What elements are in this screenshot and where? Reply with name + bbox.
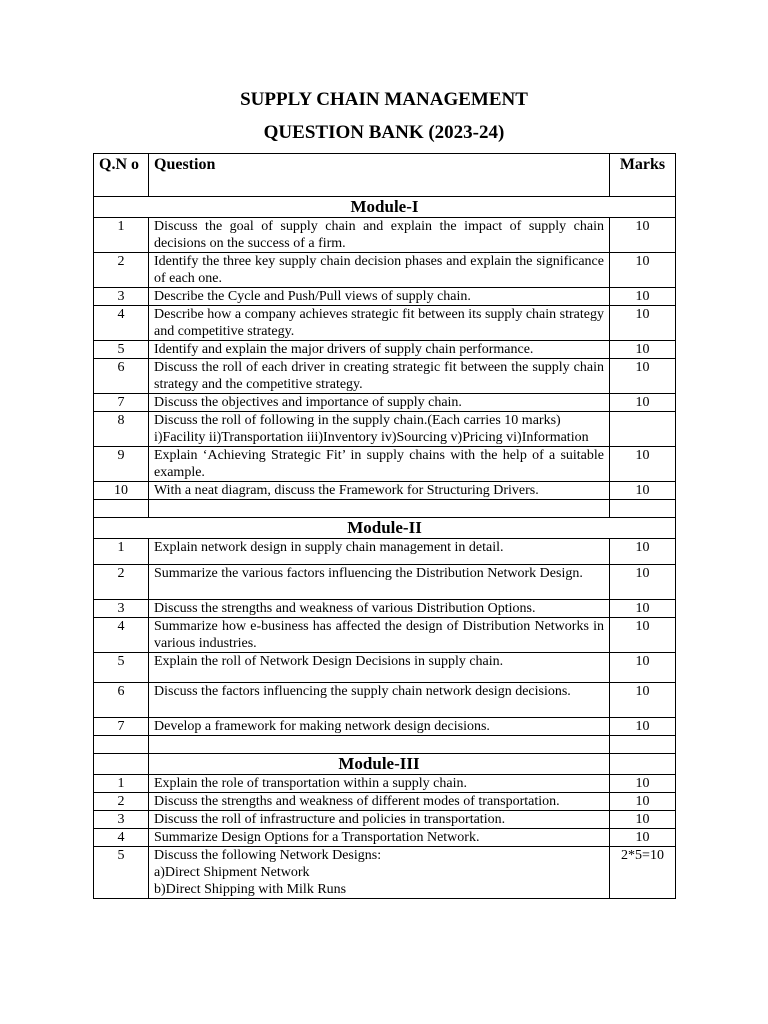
- question-cell: [149, 600, 610, 618]
- question-cell: [149, 829, 610, 847]
- question-cell: [149, 447, 610, 482]
- page-title: SUPPLY CHAIN MANAGEMENT: [240, 89, 528, 110]
- blank-cell: [149, 500, 610, 518]
- question-number: 4: [94, 618, 149, 653]
- module-title: Module-III: [149, 754, 610, 775]
- module-title: Module-I: [94, 197, 676, 218]
- question-number: 2: [94, 565, 149, 600]
- question-row: [94, 447, 676, 482]
- question-text: Summarize how e-business has affected the design of Distribution Networks in various industries.: [154, 619, 604, 651]
- question-text: With a neat diagram, discuss the Framework for Structuring Drivers.: [154, 483, 539, 498]
- question-number: 3: [94, 811, 149, 829]
- question-marks: 10: [610, 775, 676, 793]
- question-number: 5: [94, 653, 149, 683]
- question-text: Explain network design in supply chain management in detail.: [154, 540, 504, 555]
- question-number: 1: [94, 775, 149, 793]
- question-row: [94, 775, 676, 793]
- question-marks: 10: [610, 539, 676, 565]
- question-marks: 10: [610, 394, 676, 412]
- question-number: 2: [94, 253, 149, 288]
- question-number: 3: [94, 600, 149, 618]
- question-marks: 10: [610, 653, 676, 683]
- question-row: [94, 811, 676, 829]
- blank-cell: [94, 500, 149, 518]
- question-cell: [149, 253, 610, 288]
- question-row: [94, 539, 676, 565]
- question-cell: [149, 847, 610, 899]
- blank-cell: [610, 500, 676, 518]
- module-header-row: [94, 197, 676, 218]
- header-marks: Marks: [610, 154, 676, 197]
- separator-row: [94, 736, 676, 754]
- blank-cell: [149, 736, 610, 754]
- question-marks: 10: [610, 288, 676, 306]
- question-row: [94, 829, 676, 847]
- question-row: [94, 793, 676, 811]
- blank-cell: [94, 736, 149, 754]
- question-text: Explain the roll of Network Design Decisions in supply chain.: [154, 654, 504, 669]
- page-subtitle: QUESTION BANK (2023-24): [263, 122, 505, 143]
- question-number: 6: [94, 359, 149, 394]
- module-header-spacer: [94, 754, 149, 775]
- question-number: 8: [94, 412, 149, 447]
- question-number: 7: [94, 394, 149, 412]
- table-header-row: [94, 154, 676, 197]
- question-text: Develop a framework for making network design decisions.: [154, 719, 490, 734]
- question-row: [94, 306, 676, 341]
- question-text: Describe how a company achieves strategic fit between its supply chain strategy and competitive strategy.: [154, 307, 604, 339]
- question-row: [94, 565, 676, 600]
- question-cell: [149, 394, 610, 412]
- module-header-row: [94, 754, 676, 775]
- question-text: Summarize the various factors influencing the Distribution Network Design.: [154, 566, 583, 581]
- header-question: Question: [149, 154, 610, 197]
- question-number: 5: [94, 847, 149, 899]
- module-header-spacer: [610, 754, 676, 775]
- question-cell: [149, 775, 610, 793]
- question-number: 4: [94, 306, 149, 341]
- question-number: 3: [94, 288, 149, 306]
- question-cell: [149, 218, 610, 253]
- question-row: [94, 359, 676, 394]
- question-table-body: [94, 154, 676, 899]
- question-marks: 10: [610, 793, 676, 811]
- question-number: 2: [94, 793, 149, 811]
- question-cell: [149, 341, 610, 359]
- question-text: Discuss the roll of following in the supply chain.(Each carries 10 marks): [154, 413, 561, 428]
- question-marks: 10: [610, 618, 676, 653]
- module-title: Module-II: [94, 518, 676, 539]
- question-marks: 10: [610, 253, 676, 288]
- question-cell: [149, 306, 610, 341]
- separator-row: [94, 500, 676, 518]
- question-row: [94, 718, 676, 736]
- blank-cell: [610, 736, 676, 754]
- question-text: Discuss the strengths and weakness of different modes of transportation.: [154, 794, 560, 809]
- question-marks: 10: [610, 600, 676, 618]
- question-cell: [149, 683, 610, 718]
- header-qno: Q.N o: [94, 154, 149, 197]
- question-marks: 10: [610, 718, 676, 736]
- question-text: Explain the role of transportation within a supply chain.: [154, 776, 467, 791]
- question-text: Summarize Design Options for a Transportation Network.: [154, 830, 480, 845]
- question-marks: 10: [610, 565, 676, 600]
- question-number: 5: [94, 341, 149, 359]
- question-row: [94, 394, 676, 412]
- question-marks: 10: [610, 482, 676, 500]
- question-marks: 10: [610, 306, 676, 341]
- question-row: [94, 218, 676, 253]
- question-cell: [149, 288, 610, 306]
- question-text: Discuss the following Network Designs:: [154, 848, 382, 863]
- question-marks: 10: [610, 447, 676, 482]
- question-text: Discuss the factors influencing the supply chain network design decisions.: [154, 684, 571, 699]
- question-row: [94, 482, 676, 500]
- question-number: 10: [94, 482, 149, 500]
- module-header-row: [94, 518, 676, 539]
- question-row: [94, 683, 676, 718]
- question-subline: a)Direct Shipment Network: [154, 865, 310, 880]
- question-cell: [149, 359, 610, 394]
- question-cell: [149, 653, 610, 683]
- question-marks: 2*5=10: [610, 847, 676, 899]
- question-row: [94, 288, 676, 306]
- question-number: 6: [94, 683, 149, 718]
- question-row: [94, 600, 676, 618]
- question-text: Discuss the roll of infrastructure and policies in transportation.: [154, 812, 506, 827]
- question-row: [94, 341, 676, 359]
- question-number: 4: [94, 829, 149, 847]
- question-marks: 10: [610, 811, 676, 829]
- question-cell: [149, 412, 610, 447]
- question-row: [94, 847, 676, 899]
- question-text: Discuss the goal of supply chain and explain the impact of supply chain decisions on the success of a firm.: [154, 219, 604, 251]
- question-row: [94, 618, 676, 653]
- question-marks: 10: [610, 683, 676, 718]
- question-row: [94, 653, 676, 683]
- question-text: Discuss the roll of each driver in creating strategic fit between the supply chain strategy and the competitive strategy.: [154, 360, 604, 392]
- question-marks: 10: [610, 218, 676, 253]
- question-cell: [149, 482, 610, 500]
- question-marks: 10: [610, 829, 676, 847]
- question-table: [93, 153, 676, 899]
- question-cell: [149, 539, 610, 565]
- question-cell: [149, 565, 610, 600]
- question-row: [94, 412, 676, 447]
- question-number: 1: [94, 218, 149, 253]
- question-number: 1: [94, 539, 149, 565]
- question-text: Discuss the objectives and importance of supply chain.: [154, 395, 462, 410]
- question-marks: 10: [610, 341, 676, 359]
- question-marks: [610, 412, 676, 447]
- question-marks: 10: [610, 359, 676, 394]
- question-cell: [149, 618, 610, 653]
- question-text: Identify and explain the major drivers of supply chain performance.: [154, 342, 534, 357]
- question-number: 7: [94, 718, 149, 736]
- question-subline: b)Direct Shipping with Milk Runs: [154, 882, 347, 897]
- question-cell: [149, 811, 610, 829]
- question-text: Describe the Cycle and Push/Pull views of supply chain.: [154, 289, 471, 304]
- question-text: Discuss the strengths and weakness of various Distribution Options.: [154, 601, 536, 616]
- question-text: Identify the three key supply chain decision phases and explain the significance of each one.: [154, 254, 604, 286]
- question-row: [94, 253, 676, 288]
- question-text: Explain ‘Achieving Strategic Fit’ in supply chains with the help of a suitable example.: [154, 448, 604, 480]
- question-cell: [149, 718, 610, 736]
- question-cell: [149, 793, 610, 811]
- question-subtext: i)Facility ii)Transportation iii)Inventory iv)Sourcing v)Pricing vi)Information: [154, 430, 589, 445]
- question-number: 9: [94, 447, 149, 482]
